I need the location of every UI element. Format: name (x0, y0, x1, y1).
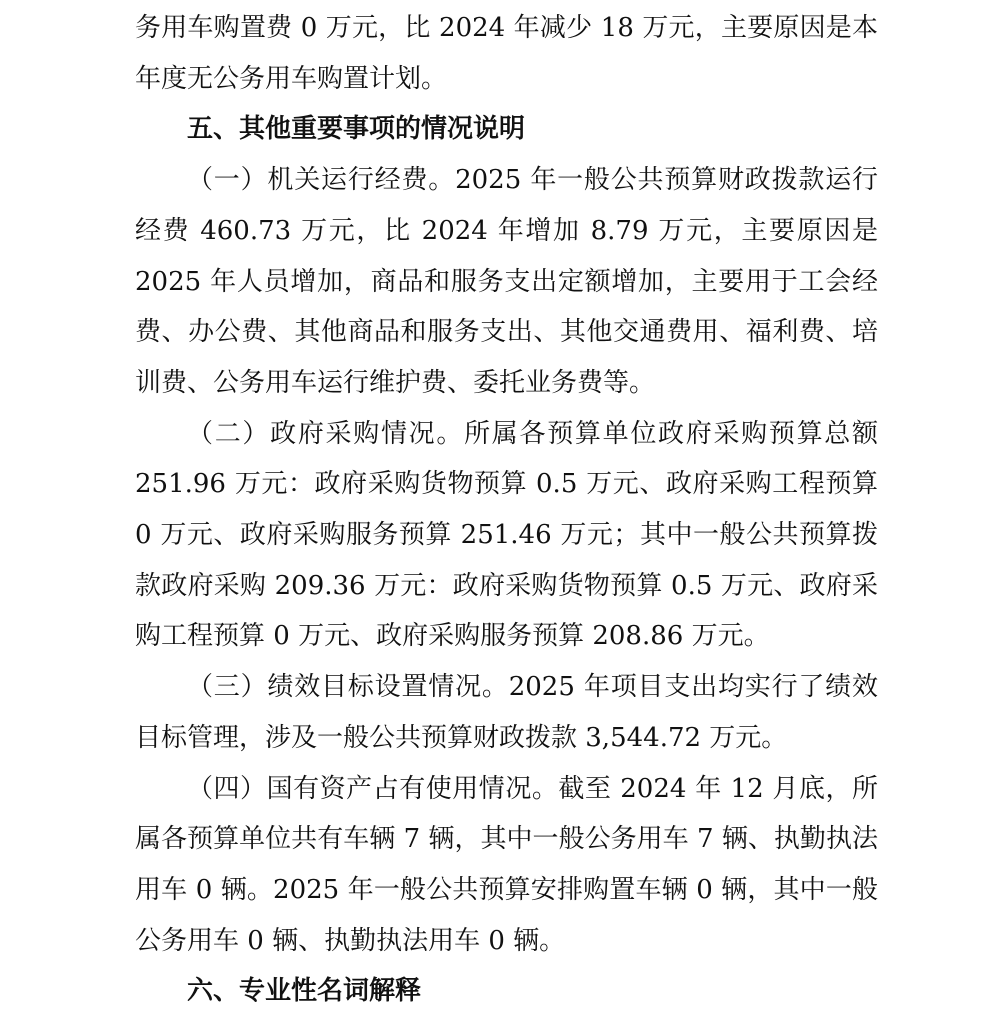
heading-text: 五、其他重要事项的情况说明 (187, 114, 526, 145)
paragraph-performance-targets (135, 662, 878, 763)
section-heading-other-matters (135, 104, 878, 155)
paragraph-text: 2025 年项目支出均实行了绩效目标管理，涉及一般公共预算财政拨款 3,544.72 万元。 (135, 672, 878, 753)
paragraph-operating-expenses (135, 155, 878, 409)
paragraph-text: 截至 2024 年 12 月底，所属各预算单位共有车辆 7 辆，其中一般公务用车 7 辆、执勤执法用车 0 辆。2025 年一般公共预算安排购置车辆 0 辆，其中一般公务用车 0 辆、执勤执法用车 0 辆。 (135, 773, 878, 956)
paragraph-lead: （三）绩效目标设置情况。 (187, 672, 509, 703)
paragraph-text: 所属各预算单位政府采购预算总额 251.96 万元：政府采购货物预算 0.5 万元、政府采购工程预算 0 万元、政府采购服务预算 251.46 万元；其中一般公共预算拨款政府采购 209.36 万元：政府采购货物预算 0.5 万元、政府采购工程预算 0 万元、政府采购服务预算 208.86 万元。 (135, 418, 878, 652)
section-heading-terminology (135, 966, 878, 1017)
heading-text: 六、专业性名词解释 (187, 976, 422, 1007)
paragraph-text: 2025 年一般公共预算财政拨款运行经费 460.73 万元，比 2024 年增加 8.79 万元，主要原因是 2025 年人员增加，商品和服务支出定额增加，主要用于工会经费、办公费、其他商品和服务支出、其他交通费用、福利费、培训费、公务用车运行维护费、委托业务费等。 (135, 165, 878, 398)
paragraph-lead: （一）机关运行经费。 (187, 165, 456, 196)
paragraph-text: 务用车购置费 0 万元，比 2024 年减少 18 万元，主要原因是本年度无公务用车购置计划。 (135, 13, 878, 94)
document-page (135, 3, 878, 1017)
paragraph-state-assets (135, 764, 878, 967)
paragraph-lead: （二）政府采购情况。 (187, 418, 465, 449)
paragraph-vehicle-purchase-continued (135, 3, 878, 104)
paragraph-lead: （四）国有资产占有使用情况。 (187, 773, 559, 804)
paragraph-government-procurement (135, 409, 878, 663)
